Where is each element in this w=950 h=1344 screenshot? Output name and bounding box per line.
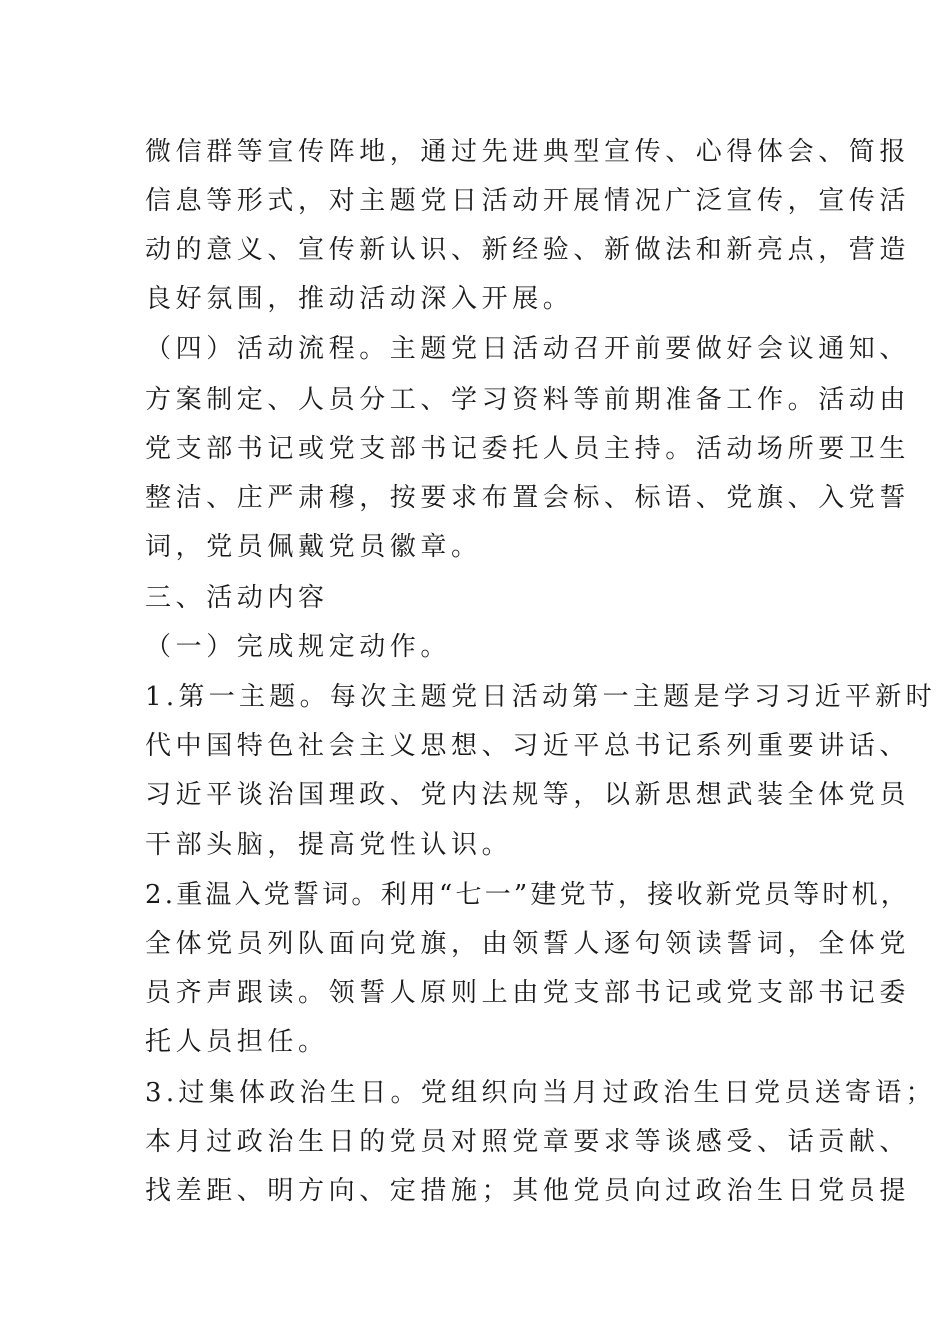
text-line: 全体党员列队面向党旗，由领誓人逐句领读誓词，全体党 xyxy=(145,929,911,959)
text-line: 整洁、庄严肃穆，按要求布置会标、标语、党旗、入党誓 xyxy=(145,483,911,513)
text-line: 1.第一主题。每次主题党日活动第一主题是学习习近平新时 xyxy=(145,682,936,712)
section-heading: 三、活动内容 xyxy=(145,583,329,613)
subsection-heading: （一）完成规定动作。 xyxy=(145,632,452,662)
text-line: 本月过政治生日的党员对照党章要求等谈感受、话贡献、 xyxy=(145,1127,911,1157)
text-line: （四）活动流程。主题党日活动召开前要做好会议通知、 xyxy=(145,334,911,364)
text-line: 代中国特色社会主义思想、习近平总书记系列重要讲话、 xyxy=(145,731,911,761)
text-line: 词，党员佩戴党员徽章。 xyxy=(145,532,482,562)
text-line: 2.重温入党誓词。利用“七一”建党节，接收新党员等时机， xyxy=(145,880,910,910)
text-line: 方案制定、人员分工、学习资料等前期准备工作。活动由 xyxy=(145,385,911,415)
text-line: 3.过集体政治生日。党组织向当月过政治生日党员送寄语； xyxy=(145,1078,936,1108)
text-line: 托人员担任。 xyxy=(145,1027,329,1057)
text-line: 微信群等宣传阵地，通过先进典型宣传、心得体会、简报 xyxy=(145,137,911,167)
text-line: 党支部书记或党支部书记委托人员主持。活动场所要卫生 xyxy=(145,434,911,464)
text-line: 信息等形式，对主题党日活动开展情况广泛宣传，宣传活 xyxy=(145,186,911,216)
text-line: 找差距、明方向、定措施；其他党员向过政治生日党员提 xyxy=(145,1176,911,1206)
text-line: 干部头脑，提高党性认识。 xyxy=(145,830,513,860)
text-line: 动的意义、宣传新认识、新经验、新做法和新亮点，营造 xyxy=(145,235,911,265)
text-line: 员齐声跟读。领誓人原则上由党支部书记或党支部书记委 xyxy=(145,978,911,1008)
text-line: 习近平谈治国理政、党内法规等，以新思想武装全体党员 xyxy=(145,780,911,810)
text-line: 良好氛围，推动活动深入开展。 xyxy=(145,284,574,314)
